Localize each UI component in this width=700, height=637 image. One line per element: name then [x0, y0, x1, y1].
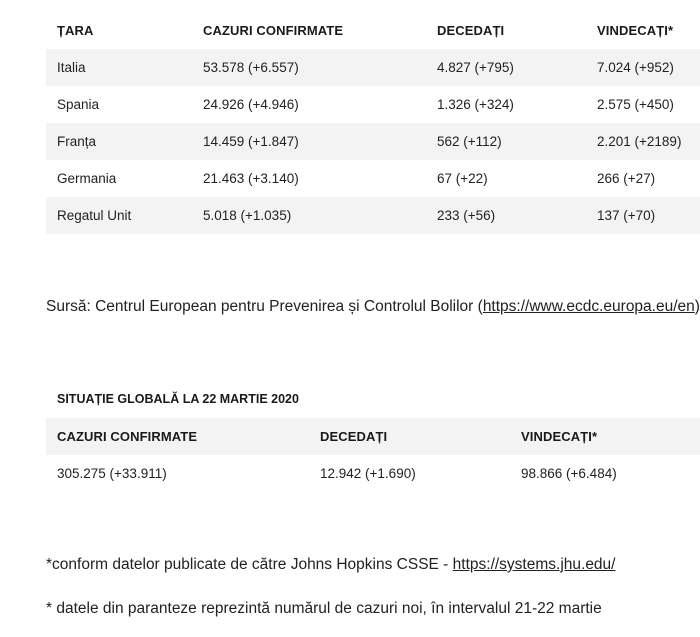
- parentheses-note: * datele din paranteze reprezintă numărul de cazuri noi, în intervalul 21-22 martie: [46, 600, 602, 617]
- recovered-value: 137 (+70): [597, 208, 656, 223]
- confirmed-value: 21.463 (+3.140): [203, 171, 299, 186]
- header-country: ȚARA: [57, 23, 94, 38]
- deaths-value: 4.827 (+795): [437, 60, 514, 75]
- country-name: Germania: [57, 171, 117, 186]
- header-confirmed: CAZURI CONFIRMATE: [203, 23, 344, 38]
- header-recovered: VINDECAȚI*: [521, 429, 598, 444]
- recovered-value: 7.024 (+952): [597, 60, 674, 75]
- header-recovered: VINDECAȚI*: [597, 23, 674, 38]
- confirmed-value: 53.578 (+6.557): [203, 60, 299, 75]
- jhu-link[interactable]: https://systems.jhu.edu/: [452, 556, 616, 573]
- country-name: Spania: [57, 97, 100, 112]
- table-header-row: [46, 418, 700, 455]
- countries-table: [46, 12, 700, 234]
- global-recovered-value: 98.866 (+6.484): [521, 466, 617, 481]
- global-confirmed-value: 305.275 (+33.911): [57, 466, 167, 481]
- global-section-title: SITUAȚIE GLOBALĂ LA 22 MARTIE 2020: [57, 392, 299, 406]
- table-row: [46, 86, 700, 123]
- header-confirmed: CAZURI CONFIRMATE: [57, 429, 198, 444]
- jhu-note: [46, 556, 615, 574]
- confirmed-value: 24.926 (+4.946): [203, 97, 299, 112]
- deaths-value: 562 (+112): [437, 134, 502, 149]
- country-name: Regatul Unit: [57, 208, 132, 223]
- deaths-value: 67 (+22): [437, 171, 488, 186]
- header-deaths: DECEDAȚI: [437, 23, 505, 38]
- deaths-value: 233 (+56): [437, 208, 496, 223]
- table-row: [46, 197, 700, 234]
- source-suffix: ): [694, 298, 700, 315]
- source-paragraph: [46, 298, 700, 316]
- table-header-row: [46, 12, 700, 49]
- deaths-value: 1.326 (+324): [437, 97, 514, 112]
- table-row: [46, 49, 700, 86]
- global-deaths-value: 12.942 (+1.690): [320, 466, 416, 481]
- ecdc-link[interactable]: https://www.ecdc.europa.eu/en: [482, 298, 695, 315]
- global-table: [46, 418, 700, 492]
- table-row: [46, 160, 700, 197]
- confirmed-value: 14.459 (+1.847): [203, 134, 299, 149]
- confirmed-value: 5.018 (+1.035): [203, 208, 292, 223]
- jhu-note-text: *conform datelor publicate de către Johns Hopkins CSSE -: [46, 556, 453, 573]
- table-row: [46, 455, 700, 492]
- recovered-value: 266 (+27): [597, 171, 656, 186]
- header-deaths: DECEDAȚI: [320, 429, 388, 444]
- recovered-value: 2.575 (+450): [597, 97, 674, 112]
- country-name: Franța: [57, 134, 97, 149]
- recovered-value: 2.201 (+2189): [597, 134, 682, 149]
- country-name: Italia: [57, 60, 86, 75]
- source-text: Sursă: Centrul European pentru Prevenirea și Controlul Bolilor (: [46, 298, 483, 315]
- table-row: [46, 123, 700, 160]
